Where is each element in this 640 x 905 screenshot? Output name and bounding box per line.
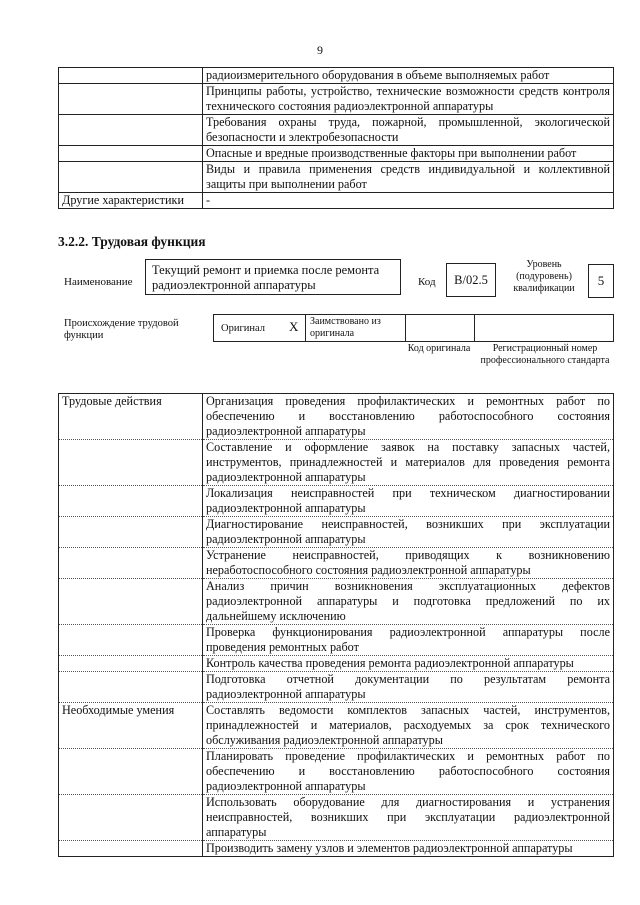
function-name-value: Текущий ремонт и приемка после ремонта радиоэлектронной аппаратуры — [145, 259, 401, 295]
origin-divider-3 — [474, 314, 475, 342]
row-category — [59, 162, 203, 193]
row-category: Другие характеристики — [59, 193, 203, 209]
page-number: 9 — [317, 43, 323, 57]
row-description: Проверка функционирования радиоэлектронной аппаратуры после проведения ремонтных работ — [203, 625, 614, 656]
code-original-label: Код оригинала — [407, 343, 471, 354]
row-description: радиоизмерительного оборудования в объеме выполняемых работ — [203, 68, 614, 84]
row-category: Трудовые действия — [59, 394, 203, 440]
qualification-level-value: 5 — [588, 264, 614, 298]
row-category — [59, 115, 203, 146]
table-row — [59, 115, 614, 146]
row-description: Устранение неисправностей, приводящих к возникновению неработоспособного состояния радиоэлектронной аппаратуры — [203, 548, 614, 579]
table-row — [59, 517, 614, 548]
origin-box — [213, 314, 614, 342]
borrowed-label: Заимствовано из оригинала — [310, 316, 381, 339]
table-row — [59, 440, 614, 486]
row-category — [59, 795, 203, 841]
row-description: Составлять ведомости комплектов запасных частей, инструментов, принадлежностей и материалов, расходуемых за срок технического обслуживания радиоэлектронной аппаратуры — [203, 703, 614, 749]
row-category — [59, 517, 203, 548]
row-category — [59, 749, 203, 795]
row-description: Опасные и вредные производственные факторы при выполнении работ — [203, 146, 614, 162]
origin-divider-1 — [305, 314, 306, 342]
row-category — [59, 625, 203, 656]
row-category — [59, 841, 203, 857]
labor-functions-table — [58, 393, 614, 857]
row-description: Требования охраны труда, пожарной, промышленной, экологической безопасности и электробезопасности — [203, 115, 614, 146]
table-row — [59, 394, 614, 440]
origin-label: Происхождение трудовой функции — [64, 318, 179, 341]
table-row — [59, 548, 614, 579]
table-row — [59, 193, 614, 209]
row-category: Необходимые умения — [59, 703, 203, 749]
row-category — [59, 440, 203, 486]
row-category — [59, 672, 203, 703]
table-row — [59, 749, 614, 795]
row-description: - — [203, 193, 614, 209]
row-category — [59, 84, 203, 115]
table-row — [59, 703, 614, 749]
table-row — [59, 841, 614, 857]
row-description: Локализация неисправностей при техническом диагностировании радиоэлектронной аппаратуры — [203, 486, 614, 517]
table-row — [59, 84, 614, 115]
row-category — [59, 486, 203, 517]
code-label: Код — [418, 276, 436, 288]
row-category — [59, 146, 203, 162]
row-category — [59, 68, 203, 84]
table-row — [59, 146, 614, 162]
original-label: Оригинал — [221, 323, 265, 334]
row-category — [59, 579, 203, 625]
table-row — [59, 486, 614, 517]
row-category — [59, 656, 203, 672]
qualification-level-label: Уровень (подуровень) квалификации — [513, 259, 575, 294]
section-title: 3.2.2. Трудовая функция — [58, 234, 206, 249]
row-category — [59, 548, 203, 579]
table-row — [59, 795, 614, 841]
table-row — [59, 579, 614, 625]
code-value: B/02.5 — [446, 263, 496, 297]
row-description: Планировать проведение профилактических и ремонтных работ по обеспечению и восстановлению работоспособного состояния радиоэлектронной аппаратуры — [203, 749, 614, 795]
origin-divider-2 — [405, 314, 406, 342]
row-description: Принципы работы, устройство, технические возможности средств контроля технического состояния радиоэлектронной аппаратуры — [203, 84, 614, 115]
knowledge-table — [58, 67, 614, 209]
table-row — [59, 68, 614, 84]
row-description: Производить замену узлов и элементов радиоэлектронной аппаратуры — [203, 841, 614, 857]
row-description: Контроль качества проведения ремонта радиоэлектронной аппаратуры — [203, 656, 614, 672]
row-description: Использовать оборудование для диагностирования и устранения неисправностей, возникших при эксплуатации радиоэлектронной аппаратуры — [203, 795, 614, 841]
original-mark: X — [289, 319, 299, 334]
table-row — [59, 625, 614, 656]
row-description: Виды и правила применения средств индивидуальной и коллективной защиты при выполнении работ — [203, 162, 614, 193]
row-description: Анализ причин возникновения эксплуатационных дефектов радиоэлектронной аппаратуры и подготовка предложений по их дальнейшему исключению — [203, 579, 614, 625]
row-description: Организация проведения профилактических и ремонтных работ по обеспечению и восстановлению работоспособного состояния радиоэлектронной аппаратуры — [203, 394, 614, 440]
row-description: Диагностирование неисправностей, возникших при эксплуатации радиоэлектронной аппаратуры — [203, 517, 614, 548]
table-row — [59, 162, 614, 193]
table-row — [59, 672, 614, 703]
name-label: Наименование — [64, 276, 133, 288]
row-description: Составление и оформление заявок на поставку запасных частей, инструментов, принадлежностей и материалов для проведения ремонта радиоэлектронной аппаратуры — [203, 440, 614, 486]
registration-number-label: Регистрационный номер профессионального стандарта — [480, 343, 610, 366]
table-row — [59, 656, 614, 672]
row-description: Подготовка отчетной документации по результатам ремонта радиоэлектронной аппаратуры — [203, 672, 614, 703]
